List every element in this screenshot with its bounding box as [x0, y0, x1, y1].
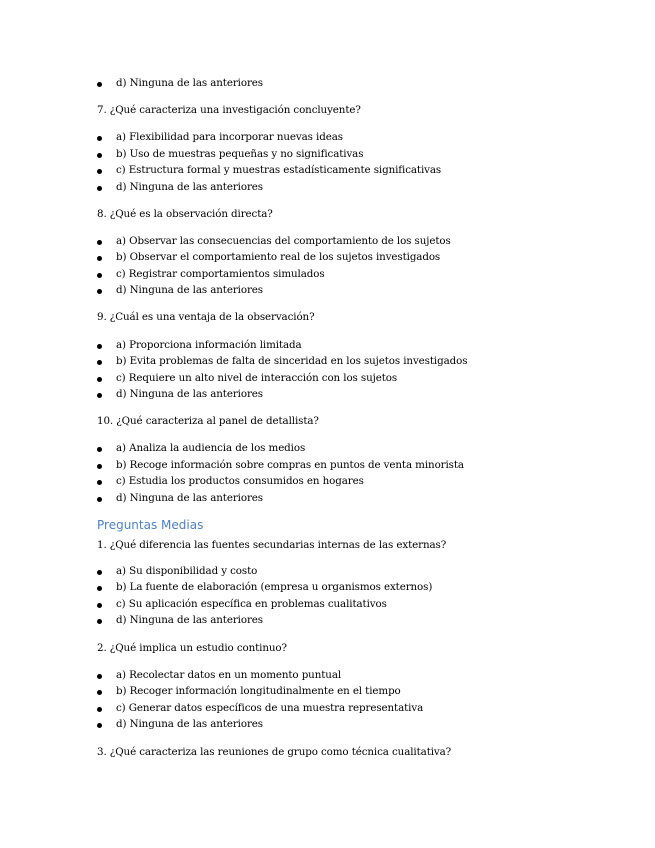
bullet-icon [97, 82, 102, 87]
option-text: b) La fuente de elaboración (empresa u organismos externos) [116, 581, 433, 593]
option-text: a) Su disponibilidad y costo [116, 565, 258, 577]
bullet-icon [97, 497, 102, 502]
bullet-icon [97, 480, 102, 485]
option-text: d) Ninguna de las anteriores [116, 492, 263, 504]
option-text: b) Observar el comportamiento real de los sujetos investigados [116, 251, 441, 263]
option-text: c) Su aplicación específica en problemas cualitativos [116, 598, 387, 610]
bullet-icon [97, 674, 102, 679]
question-7: 7. ¿Qué caracteriza una investigación concluyente? [97, 104, 361, 116]
bullet-icon [97, 586, 102, 591]
bullet-icon [97, 570, 102, 575]
section-heading: Preguntas Medias [97, 518, 204, 532]
bullet-icon [97, 186, 102, 191]
question-9: 9. ¿Cuál es una ventaja de la observación? [97, 311, 315, 323]
option-text: c) Estructura formal y muestras estadísticamente significativas [116, 164, 442, 176]
option-text: c) Estudia los productos consumidos en hogares [116, 475, 364, 487]
option-text: a) Recolectar datos en un momento puntual [116, 669, 342, 681]
bullet-icon [97, 707, 102, 712]
question-medium-3: 3. ¿Qué caracteriza las reuniones de grupo como técnica cualitativa? [97, 746, 452, 758]
bullet-icon [97, 464, 102, 469]
bullet-icon [97, 690, 102, 695]
bullet-icon [97, 169, 102, 174]
option-text: b) Recoger información longitudinalmente en el tiempo [116, 685, 401, 697]
option-text: d) Ninguna de las anteriores [116, 388, 263, 400]
option-text: a) Flexibilidad para incorporar nuevas ideas [116, 131, 343, 143]
bullet-icon [97, 447, 102, 452]
bullet-icon [97, 240, 102, 245]
bullet-icon [97, 273, 102, 278]
option-text: a) Proporciona información limitada [116, 339, 302, 351]
bullet-icon [97, 344, 102, 349]
bullet-icon [97, 256, 102, 261]
question-10: 10. ¿Qué caracteriza al panel de detallista? [97, 415, 319, 427]
question-medium-2: 2. ¿Qué implica un estudio continuo? [97, 642, 287, 654]
option-text: d) Ninguna de las anteriores [116, 284, 263, 296]
option-text: b) Recoge información sobre compras en puntos de venta minorista [116, 459, 464, 471]
question-medium-1: 1. ¿Qué diferencia las fuentes secundarias internas de las externas? [97, 539, 447, 551]
bullet-icon [97, 723, 102, 728]
option-text: a) Analiza la audiencia de los medios [116, 442, 306, 454]
question-8: 8. ¿Qué es la observación directa? [97, 208, 273, 220]
bullet-icon [97, 153, 102, 158]
bullet-icon [97, 360, 102, 365]
option-text: a) Observar las consecuencias del comportamiento de los sujetos [116, 235, 451, 247]
option-text: d) Ninguna de las anteriores [116, 77, 263, 89]
bullet-icon [97, 619, 102, 624]
option-text: d) Ninguna de las anteriores [116, 614, 263, 626]
bullet-icon [97, 136, 102, 141]
bullet-icon [97, 393, 102, 398]
option-text: d) Ninguna de las anteriores [116, 181, 263, 193]
option-text: c) Registrar comportamientos simulados [116, 268, 325, 280]
bullet-icon [97, 377, 102, 382]
option-text: c) Requiere un alto nivel de interacción con los sujetos [116, 372, 398, 384]
option-text: b) Uso de muestras pequeñas y no significativas [116, 148, 364, 160]
option-text: d) Ninguna de las anteriores [116, 718, 263, 730]
bullet-icon [97, 289, 102, 294]
option-text: c) Generar datos específicos de una muestra representativa [116, 702, 424, 714]
bullet-icon [97, 603, 102, 608]
option-text: b) Evita problemas de falta de sinceridad en los sujetos investigados [116, 355, 468, 367]
